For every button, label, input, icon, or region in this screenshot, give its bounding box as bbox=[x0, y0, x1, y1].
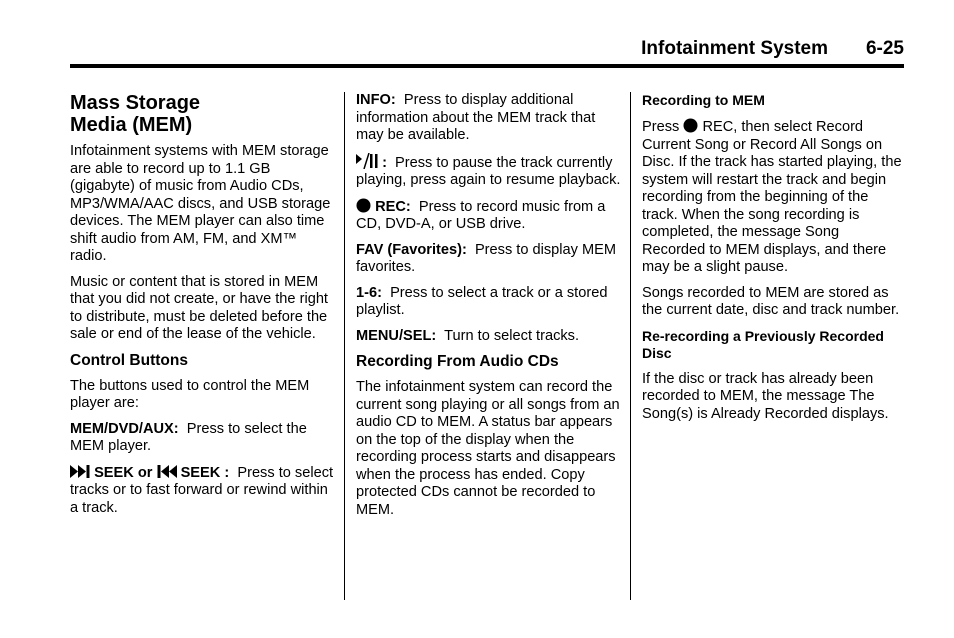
press-word: Press bbox=[642, 119, 680, 135]
play-pause-item bbox=[356, 153, 624, 190]
recording-to-mem-text: REC, then select Record Current Song or Record All Songs on Disc. If the track has started playing, the system will restart the track and begin recording from the beginning of the track. When the song recording is completed, the message Song Recorded to MEM displays, and there may be a slight pause. bbox=[642, 119, 902, 275]
intro-paragraph: Infotainment systems with MEM storage are able to record up to 1.1 GB (gigabyte) of music from Audio CDs, MP3/WMA/AAC discs, and USB storage devices. The MEM player can also time shift audio from AM, FM, and XM™ radio. bbox=[70, 143, 331, 264]
seek-forward-icon bbox=[70, 464, 90, 479]
seek-item bbox=[70, 464, 336, 518]
menu-sel-item bbox=[356, 328, 624, 346]
mem-dvd-aux-desc: Press to select the MEM player. bbox=[70, 420, 307, 454]
column-2 bbox=[356, 92, 624, 527]
column-3 bbox=[642, 92, 904, 431]
record-icon bbox=[356, 198, 371, 213]
recording-to-mem-heading: Recording to MEM bbox=[642, 92, 765, 108]
column-divider bbox=[344, 92, 345, 600]
presets-term: 1-6: bbox=[356, 284, 382, 301]
control-intro: The buttons used to control the MEM player are: bbox=[70, 377, 310, 411]
info-item bbox=[356, 92, 624, 145]
presets-item bbox=[356, 285, 624, 320]
mem-dvd-aux-item bbox=[70, 421, 336, 456]
info-desc: Press to display additional information about the MEM track that may be available. bbox=[356, 92, 596, 143]
heading-line-2: Media (MEM) bbox=[70, 114, 193, 136]
mass-storage-heading bbox=[70, 92, 336, 136]
header-rule bbox=[70, 64, 904, 68]
menu-sel-term: MENU/SEL: bbox=[356, 327, 437, 344]
recording-to-mem-paragraph bbox=[642, 118, 904, 277]
fav-term: FAV (Favorites): bbox=[356, 241, 467, 258]
mem-dvd-aux-term: MEM/DVD/AUX: bbox=[70, 420, 179, 437]
rec-desc: Press to record music from a CD, DVD-A, or USB drive. bbox=[356, 198, 606, 232]
note-paragraph: Music or content that is stored in MEM that you did not create, or have the right to distribute, must be deleted before the sale or end of the lease of the vehicle. bbox=[70, 273, 328, 342]
control-buttons-heading: Control Buttons bbox=[70, 351, 188, 369]
recording-heading: Recording From Audio CDs bbox=[356, 353, 559, 370]
seek-back-icon bbox=[157, 464, 177, 479]
recording-paragraph: The infotainment system can record the current song playing or all songs from an audio CD to MEM. A status bar appears on the top of the display when the recording process starts and disappears when the process has ended. Copy protected CDs cannot be recorded to MEM. bbox=[356, 379, 620, 518]
heading-line-1: Mass Storage bbox=[70, 92, 201, 114]
seek-label-1: SEEK or bbox=[94, 464, 153, 481]
rec-item bbox=[356, 198, 624, 234]
play-pause-term: : bbox=[382, 154, 387, 171]
column-divider bbox=[630, 92, 631, 600]
menu-sel-desc: Turn to select tracks. bbox=[444, 327, 580, 344]
record-icon bbox=[683, 118, 698, 133]
page-header bbox=[70, 38, 904, 62]
fav-desc: Press to display MEM favorites. bbox=[356, 241, 617, 275]
section-title: Infotainment System bbox=[641, 38, 828, 59]
presets-desc: Press to select a track or a stored playlist. bbox=[356, 284, 608, 318]
play-pause-icon bbox=[356, 153, 378, 169]
seek-label-2: SEEK : bbox=[180, 464, 230, 481]
fav-item bbox=[356, 242, 624, 277]
rerecording-paragraph: If the disc or track has already been recorded to MEM, the message The Song(s) is Already Recorded displays. bbox=[642, 370, 889, 422]
column-1 bbox=[70, 92, 336, 525]
stored-paragraph: Songs recorded to MEM are stored as the current date, disc and track number. bbox=[642, 284, 900, 318]
info-term: INFO: bbox=[356, 92, 396, 108]
rec-term: REC: bbox=[375, 198, 411, 215]
page-number: 6-25 bbox=[865, 38, 904, 59]
seek-desc: Press to select tracks or to fast forward or rewind within a track. bbox=[70, 464, 334, 516]
play-pause-desc: Press to pause the track currently playing, press again to resume playback. bbox=[356, 154, 621, 188]
rerecording-heading: Re-recording a Previously Recorded Disc bbox=[642, 327, 884, 361]
